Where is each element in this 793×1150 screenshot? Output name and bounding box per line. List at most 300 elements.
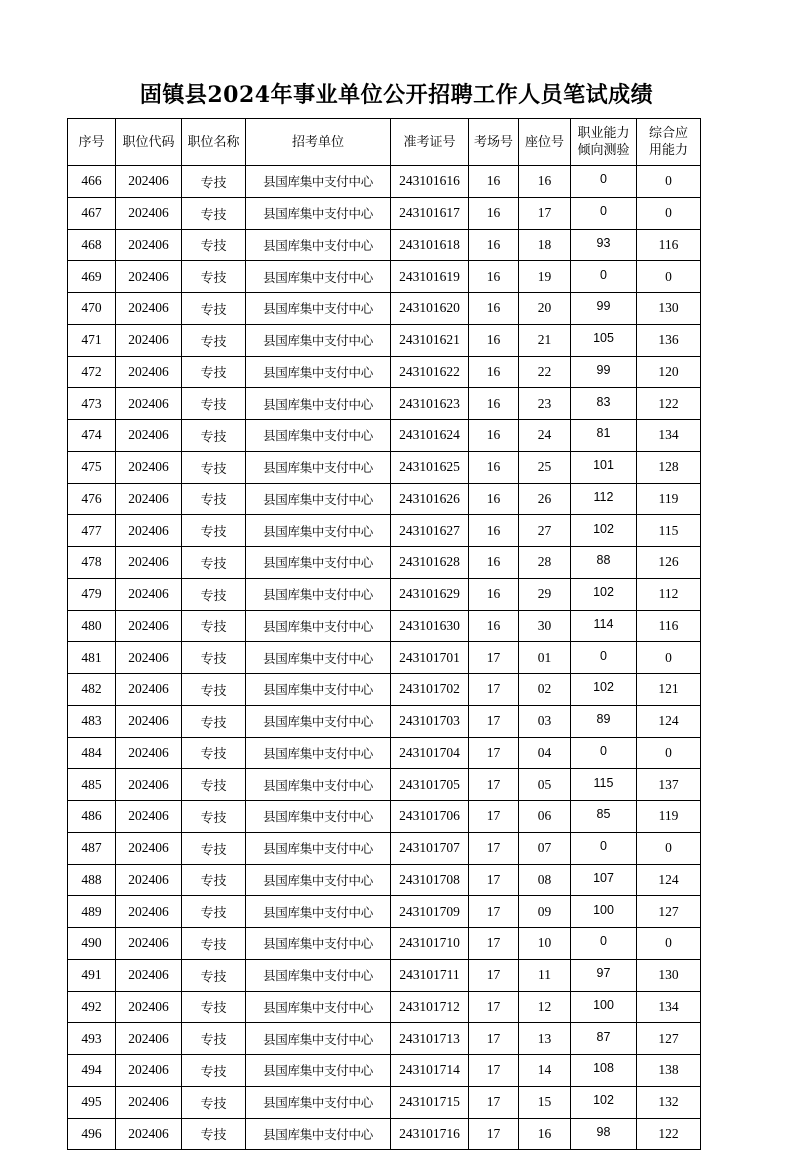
cell-aptitude-score: 0 [571, 737, 637, 769]
table-row [68, 483, 701, 515]
cell-application-score: 132 [637, 1086, 701, 1118]
cell-serial-no: 471 [68, 324, 116, 356]
cell-recruiting-unit: 县国库集中支付中心 [246, 896, 391, 928]
cell-admission-ticket: 243101710 [391, 928, 469, 960]
cell-admission-ticket: 243101702 [391, 674, 469, 706]
cell-seat-no: 01 [519, 642, 571, 674]
cell-aptitude-score: 102 [571, 1086, 637, 1118]
cell-position-code: 202406 [116, 1023, 182, 1055]
cell-serial-no: 470 [68, 293, 116, 325]
cell-serial-no: 494 [68, 1055, 116, 1087]
cell-exam-room: 16 [469, 324, 519, 356]
cell-exam-room: 17 [469, 832, 519, 864]
cell-position-name: 专技 [182, 832, 246, 864]
cell-exam-room: 16 [469, 547, 519, 579]
cell-seat-no: 27 [519, 515, 571, 547]
header-aptitude-test [571, 119, 637, 166]
cell-exam-room: 16 [469, 388, 519, 420]
cell-recruiting-unit: 县国库集中支付中心 [246, 578, 391, 610]
cell-recruiting-unit: 县国库集中支付中心 [246, 324, 391, 356]
cell-application-score: 136 [637, 324, 701, 356]
cell-serial-no: 475 [68, 451, 116, 483]
cell-recruiting-unit: 县国库集中支付中心 [246, 928, 391, 960]
cell-position-code: 202406 [116, 864, 182, 896]
cell-exam-room: 17 [469, 1023, 519, 1055]
cell-aptitude-score: 98 [571, 1118, 637, 1150]
cell-exam-room: 17 [469, 801, 519, 833]
cell-position-name: 专技 [182, 197, 246, 229]
cell-recruiting-unit: 县国库集中支付中心 [246, 197, 391, 229]
cell-position-name: 专技 [182, 166, 246, 198]
score-table [67, 118, 701, 1150]
cell-admission-ticket: 243101616 [391, 166, 469, 198]
table-row [68, 959, 701, 991]
cell-admission-ticket: 243101623 [391, 388, 469, 420]
cell-position-code: 202406 [116, 1055, 182, 1087]
cell-serial-no: 467 [68, 197, 116, 229]
cell-position-name: 专技 [182, 1055, 246, 1087]
cell-seat-no: 24 [519, 420, 571, 452]
cell-recruiting-unit: 县国库集中支付中心 [246, 737, 391, 769]
table-row [68, 801, 701, 833]
cell-exam-room: 17 [469, 1055, 519, 1087]
cell-position-code: 202406 [116, 769, 182, 801]
cell-position-name: 专技 [182, 547, 246, 579]
cell-application-score: 122 [637, 388, 701, 420]
table-row [68, 324, 701, 356]
cell-position-name: 专技 [182, 1023, 246, 1055]
header-row [68, 119, 701, 166]
cell-serial-no: 488 [68, 864, 116, 896]
cell-application-score: 121 [637, 674, 701, 706]
cell-aptitude-score: 81 [571, 420, 637, 452]
cell-position-name: 专技 [182, 229, 246, 261]
cell-aptitude-score: 88 [571, 547, 637, 579]
cell-position-code: 202406 [116, 1118, 182, 1150]
cell-seat-no: 13 [519, 1023, 571, 1055]
cell-application-score: 0 [637, 261, 701, 293]
header-position-name: 职位名称 [182, 119, 246, 166]
table-row [68, 578, 701, 610]
cell-admission-ticket: 243101715 [391, 1086, 469, 1118]
table-row [68, 547, 701, 579]
cell-application-score: 115 [637, 515, 701, 547]
cell-serial-no: 477 [68, 515, 116, 547]
cell-exam-room: 16 [469, 420, 519, 452]
cell-position-code: 202406 [116, 991, 182, 1023]
cell-admission-ticket: 243101629 [391, 578, 469, 610]
table-row [68, 928, 701, 960]
cell-application-score: 126 [637, 547, 701, 579]
cell-aptitude-score: 0 [571, 197, 637, 229]
cell-seat-no: 16 [519, 166, 571, 198]
cell-aptitude-score: 100 [571, 896, 637, 928]
header-seat-no: 座位号 [519, 119, 571, 166]
cell-seat-no: 26 [519, 483, 571, 515]
header-application-line-1: 综合应 [648, 126, 688, 141]
cell-exam-room: 17 [469, 959, 519, 991]
cell-aptitude-score: 102 [571, 515, 637, 547]
table-row [68, 356, 701, 388]
cell-application-score: 124 [637, 705, 701, 737]
header-aptitude-line-2: 倾向测验 [577, 143, 630, 158]
cell-serial-no: 474 [68, 420, 116, 452]
cell-position-name: 专技 [182, 515, 246, 547]
cell-exam-room: 16 [469, 229, 519, 261]
table-row [68, 388, 701, 420]
cell-serial-no: 485 [68, 769, 116, 801]
cell-exam-room: 17 [469, 737, 519, 769]
cell-admission-ticket: 243101711 [391, 959, 469, 991]
cell-seat-no: 09 [519, 896, 571, 928]
cell-serial-no: 466 [68, 166, 116, 198]
cell-seat-no: 28 [519, 547, 571, 579]
cell-aptitude-score: 99 [571, 356, 637, 388]
cell-position-code: 202406 [116, 293, 182, 325]
cell-seat-no: 18 [519, 229, 571, 261]
table-header [68, 119, 701, 166]
cell-admission-ticket: 243101621 [391, 324, 469, 356]
cell-admission-ticket: 243101619 [391, 261, 469, 293]
cell-seat-no: 02 [519, 674, 571, 706]
cell-admission-ticket: 243101628 [391, 547, 469, 579]
table-row [68, 166, 701, 198]
table-body [68, 166, 701, 1150]
cell-recruiting-unit: 县国库集中支付中心 [246, 991, 391, 1023]
cell-seat-no: 30 [519, 610, 571, 642]
cell-aptitude-score: 93 [571, 229, 637, 261]
cell-recruiting-unit: 县国库集中支付中心 [246, 705, 391, 737]
cell-serial-no: 486 [68, 801, 116, 833]
cell-recruiting-unit: 县国库集中支付中心 [246, 1118, 391, 1150]
table-row [68, 293, 701, 325]
cell-seat-no: 11 [519, 959, 571, 991]
cell-seat-no: 10 [519, 928, 571, 960]
table-row [68, 1086, 701, 1118]
cell-seat-no: 20 [519, 293, 571, 325]
cell-position-code: 202406 [116, 1086, 182, 1118]
cell-admission-ticket: 243101704 [391, 737, 469, 769]
cell-position-name: 专技 [182, 1118, 246, 1150]
cell-admission-ticket: 243101627 [391, 515, 469, 547]
cell-serial-no: 482 [68, 674, 116, 706]
cell-position-name: 专技 [182, 261, 246, 293]
cell-seat-no: 17 [519, 197, 571, 229]
cell-seat-no: 23 [519, 388, 571, 420]
cell-seat-no: 06 [519, 801, 571, 833]
cell-exam-room: 17 [469, 705, 519, 737]
cell-recruiting-unit: 县国库集中支付中心 [246, 801, 391, 833]
cell-application-score: 130 [637, 959, 701, 991]
cell-position-code: 202406 [116, 420, 182, 452]
cell-application-score: 128 [637, 451, 701, 483]
cell-position-code: 202406 [116, 801, 182, 833]
cell-application-score: 134 [637, 420, 701, 452]
cell-position-code: 202406 [116, 356, 182, 388]
cell-position-name: 专技 [182, 293, 246, 325]
cell-admission-ticket: 243101706 [391, 801, 469, 833]
cell-serial-no: 479 [68, 578, 116, 610]
cell-position-name: 专技 [182, 420, 246, 452]
cell-position-name: 专技 [182, 356, 246, 388]
cell-recruiting-unit: 县国库集中支付中心 [246, 483, 391, 515]
cell-seat-no: 14 [519, 1055, 571, 1087]
cell-admission-ticket: 243101708 [391, 864, 469, 896]
cell-application-score: 0 [637, 166, 701, 198]
cell-admission-ticket: 243101709 [391, 896, 469, 928]
header-aptitude-line-1: 职业能力 [577, 126, 630, 141]
cell-serial-no: 472 [68, 356, 116, 388]
table-row [68, 991, 701, 1023]
cell-position-code: 202406 [116, 261, 182, 293]
cell-application-score: 127 [637, 1023, 701, 1055]
cell-recruiting-unit: 县国库集中支付中心 [246, 769, 391, 801]
cell-application-score: 120 [637, 356, 701, 388]
cell-recruiting-unit: 县国库集中支付中心 [246, 642, 391, 674]
header-serial-no: 序号 [68, 119, 116, 166]
cell-serial-no: 490 [68, 928, 116, 960]
cell-admission-ticket: 243101701 [391, 642, 469, 674]
cell-position-name: 专技 [182, 737, 246, 769]
cell-aptitude-score: 115 [571, 769, 637, 801]
cell-position-code: 202406 [116, 166, 182, 198]
cell-exam-room: 16 [469, 197, 519, 229]
cell-seat-no: 16 [519, 1118, 571, 1150]
cell-exam-room: 16 [469, 166, 519, 198]
cell-position-code: 202406 [116, 229, 182, 261]
cell-aptitude-score: 112 [571, 483, 637, 515]
cell-serial-no: 481 [68, 642, 116, 674]
cell-position-name: 专技 [182, 864, 246, 896]
table-row [68, 261, 701, 293]
cell-exam-room: 16 [469, 610, 519, 642]
cell-position-code: 202406 [116, 483, 182, 515]
cell-seat-no: 04 [519, 737, 571, 769]
table-row [68, 610, 701, 642]
cell-application-score: 137 [637, 769, 701, 801]
cell-admission-ticket: 243101712 [391, 991, 469, 1023]
cell-position-name: 专技 [182, 991, 246, 1023]
cell-application-score: 0 [637, 642, 701, 674]
cell-position-name: 专技 [182, 801, 246, 833]
cell-serial-no: 476 [68, 483, 116, 515]
cell-recruiting-unit: 县国库集中支付中心 [246, 1086, 391, 1118]
cell-exam-room: 17 [469, 1118, 519, 1150]
cell-position-name: 专技 [182, 896, 246, 928]
cell-aptitude-score: 83 [571, 388, 637, 420]
cell-application-score: 127 [637, 896, 701, 928]
table-row [68, 1055, 701, 1087]
cell-exam-room: 17 [469, 991, 519, 1023]
cell-aptitude-score: 101 [571, 451, 637, 483]
cell-position-code: 202406 [116, 388, 182, 420]
cell-position-name: 专技 [182, 483, 246, 515]
cell-application-score: 116 [637, 229, 701, 261]
cell-aptitude-score: 0 [571, 642, 637, 674]
cell-application-score: 116 [637, 610, 701, 642]
cell-aptitude-score: 0 [571, 832, 637, 864]
cell-application-score: 134 [637, 991, 701, 1023]
cell-serial-no: 468 [68, 229, 116, 261]
cell-exam-room: 17 [469, 864, 519, 896]
table-row [68, 229, 701, 261]
cell-admission-ticket: 243101618 [391, 229, 469, 261]
cell-application-score: 119 [637, 801, 701, 833]
cell-recruiting-unit: 县国库集中支付中心 [246, 832, 391, 864]
table-row [68, 896, 701, 928]
cell-serial-no: 492 [68, 991, 116, 1023]
cell-admission-ticket: 243101714 [391, 1055, 469, 1087]
cell-seat-no: 05 [519, 769, 571, 801]
cell-position-name: 专技 [182, 1086, 246, 1118]
cell-exam-room: 17 [469, 642, 519, 674]
cell-aptitude-score: 100 [571, 991, 637, 1023]
cell-serial-no: 489 [68, 896, 116, 928]
cell-position-name: 专技 [182, 959, 246, 991]
cell-recruiting-unit: 县国库集中支付中心 [246, 356, 391, 388]
cell-aptitude-score: 89 [571, 705, 637, 737]
table-row [68, 769, 701, 801]
cell-application-score: 0 [637, 197, 701, 229]
table-row [68, 864, 701, 896]
cell-position-name: 专技 [182, 642, 246, 674]
page-title: 固镇县2024年事业单位公开招聘工作人员笔试成绩 [139, 82, 654, 108]
cell-position-name: 专技 [182, 769, 246, 801]
cell-position-code: 202406 [116, 959, 182, 991]
cell-admission-ticket: 243101716 [391, 1118, 469, 1150]
cell-seat-no: 29 [519, 578, 571, 610]
cell-aptitude-score: 108 [571, 1055, 637, 1087]
table-row [68, 674, 701, 706]
cell-position-code: 202406 [116, 515, 182, 547]
cell-recruiting-unit: 县国库集中支付中心 [246, 610, 391, 642]
cell-aptitude-score: 99 [571, 293, 637, 325]
cell-position-code: 202406 [116, 451, 182, 483]
cell-aptitude-score: 85 [571, 801, 637, 833]
cell-exam-room: 16 [469, 293, 519, 325]
cell-serial-no: 493 [68, 1023, 116, 1055]
cell-position-name: 专技 [182, 451, 246, 483]
cell-recruiting-unit: 县国库集中支付中心 [246, 261, 391, 293]
cell-application-score: 119 [637, 483, 701, 515]
cell-recruiting-unit: 县国库集中支付中心 [246, 864, 391, 896]
cell-application-score: 138 [637, 1055, 701, 1087]
cell-aptitude-score: 97 [571, 959, 637, 991]
table-row [68, 1023, 701, 1055]
header-exam-room: 考场号 [469, 119, 519, 166]
table-row [68, 642, 701, 674]
cell-position-name: 专技 [182, 610, 246, 642]
cell-serial-no: 469 [68, 261, 116, 293]
cell-exam-room: 16 [469, 578, 519, 610]
cell-aptitude-score: 0 [571, 261, 637, 293]
cell-admission-ticket: 243101620 [391, 293, 469, 325]
cell-serial-no: 484 [68, 737, 116, 769]
header-application-ability [637, 119, 701, 166]
cell-admission-ticket: 243101625 [391, 451, 469, 483]
cell-seat-no: 22 [519, 356, 571, 388]
cell-recruiting-unit: 县国库集中支付中心 [246, 1023, 391, 1055]
cell-application-score: 112 [637, 578, 701, 610]
cell-recruiting-unit: 县国库集中支付中心 [246, 674, 391, 706]
cell-aptitude-score: 105 [571, 324, 637, 356]
cell-serial-no: 495 [68, 1086, 116, 1118]
cell-aptitude-score: 114 [571, 610, 637, 642]
cell-admission-ticket: 243101630 [391, 610, 469, 642]
cell-serial-no: 473 [68, 388, 116, 420]
cell-serial-no: 480 [68, 610, 116, 642]
cell-seat-no: 12 [519, 991, 571, 1023]
cell-position-name: 专技 [182, 928, 246, 960]
cell-exam-room: 16 [469, 451, 519, 483]
table-row [68, 737, 701, 769]
cell-position-code: 202406 [116, 737, 182, 769]
cell-exam-room: 17 [469, 1086, 519, 1118]
cell-seat-no: 19 [519, 261, 571, 293]
header-application-line-2: 用能力 [648, 143, 688, 158]
cell-position-code: 202406 [116, 547, 182, 579]
cell-seat-no: 08 [519, 864, 571, 896]
cell-application-score: 130 [637, 293, 701, 325]
cell-position-name: 专技 [182, 674, 246, 706]
cell-exam-room: 17 [469, 674, 519, 706]
cell-recruiting-unit: 县国库集中支付中心 [246, 547, 391, 579]
table-row [68, 705, 701, 737]
cell-position-code: 202406 [116, 674, 182, 706]
cell-position-code: 202406 [116, 642, 182, 674]
header-recruiting-unit: 招考单位 [246, 119, 391, 166]
table-row [68, 420, 701, 452]
cell-admission-ticket: 243101713 [391, 1023, 469, 1055]
cell-exam-room: 17 [469, 769, 519, 801]
cell-position-code: 202406 [116, 896, 182, 928]
cell-recruiting-unit: 县国库集中支付中心 [246, 451, 391, 483]
cell-position-code: 202406 [116, 928, 182, 960]
cell-aptitude-score: 0 [571, 928, 637, 960]
cell-aptitude-score: 102 [571, 578, 637, 610]
cell-serial-no: 478 [68, 547, 116, 579]
cell-application-score: 0 [637, 737, 701, 769]
cell-admission-ticket: 243101617 [391, 197, 469, 229]
cell-recruiting-unit: 县国库集中支付中心 [246, 1055, 391, 1087]
cell-position-code: 202406 [116, 578, 182, 610]
cell-admission-ticket: 243101622 [391, 356, 469, 388]
cell-aptitude-score: 87 [571, 1023, 637, 1055]
cell-admission-ticket: 243101707 [391, 832, 469, 864]
cell-position-code: 202406 [116, 705, 182, 737]
cell-recruiting-unit: 县国库集中支付中心 [246, 229, 391, 261]
cell-application-score: 124 [637, 864, 701, 896]
cell-exam-room: 16 [469, 515, 519, 547]
table-row [68, 515, 701, 547]
header-position-code: 职位代码 [116, 119, 182, 166]
cell-position-name: 专技 [182, 705, 246, 737]
header-admission-ticket: 准考证号 [391, 119, 469, 166]
cell-serial-no: 483 [68, 705, 116, 737]
cell-seat-no: 25 [519, 451, 571, 483]
cell-position-code: 202406 [116, 832, 182, 864]
cell-serial-no: 487 [68, 832, 116, 864]
cell-aptitude-score: 0 [571, 166, 637, 198]
cell-admission-ticket: 243101624 [391, 420, 469, 452]
cell-position-name: 专技 [182, 324, 246, 356]
table-row [68, 197, 701, 229]
cell-exam-room: 16 [469, 356, 519, 388]
cell-recruiting-unit: 县国库集中支付中心 [246, 293, 391, 325]
cell-position-code: 202406 [116, 197, 182, 229]
cell-seat-no: 03 [519, 705, 571, 737]
cell-exam-room: 17 [469, 928, 519, 960]
